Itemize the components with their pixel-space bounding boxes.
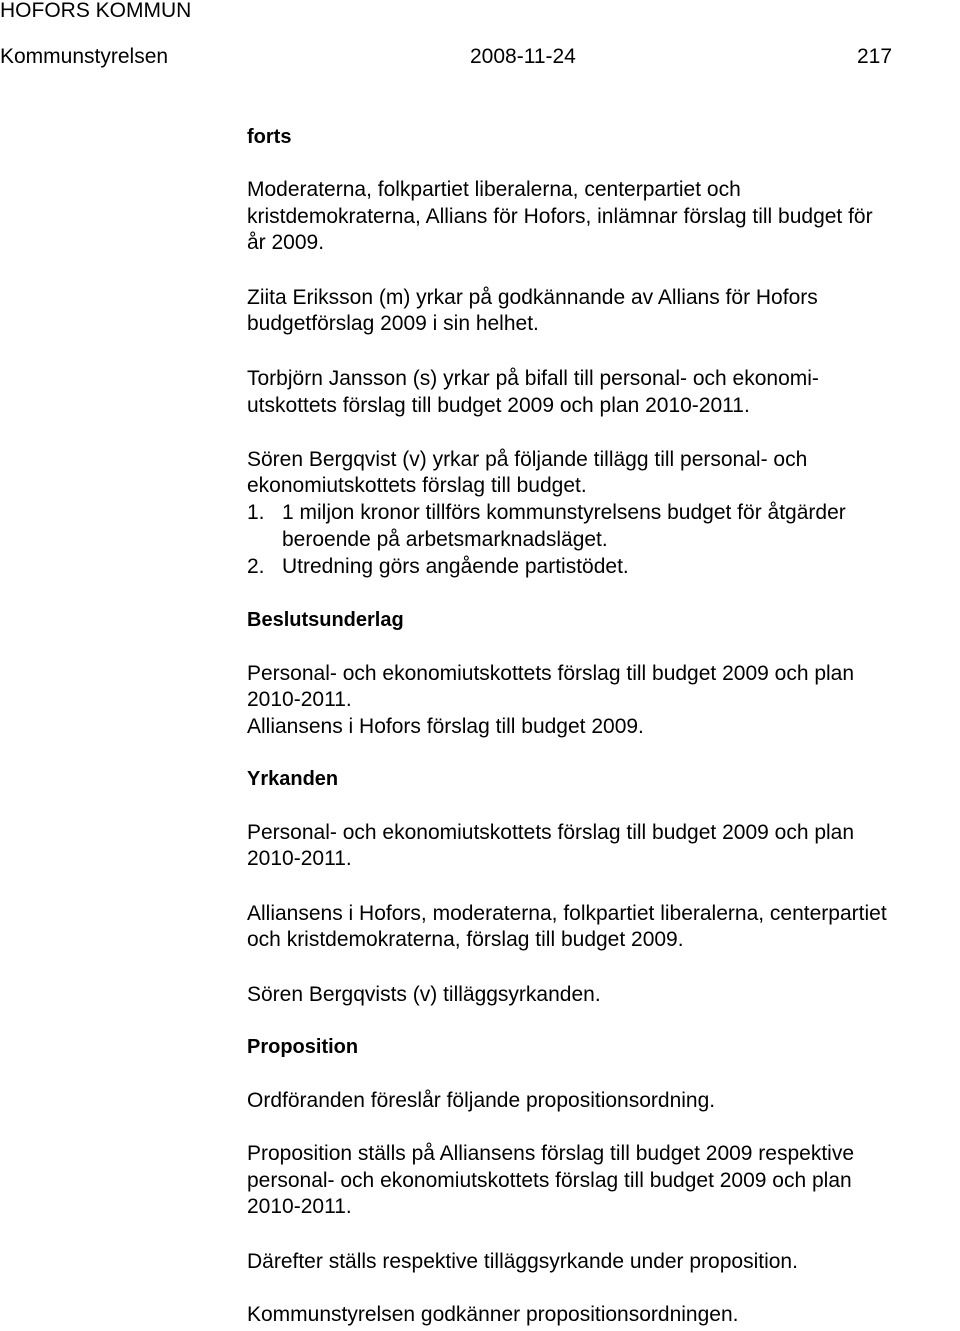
soren-line: Sören Bergqvist (v) yrkar på följande tillägg till personal- och xyxy=(247,448,808,471)
list-item-line: Utredning görs angående partistödet. xyxy=(282,555,629,578)
meeting-body: Kommunstyrelsen xyxy=(0,45,169,68)
municipality-name: HOFORS KOMMUN xyxy=(0,0,192,22)
proposition-heading: Proposition xyxy=(247,1036,359,1058)
yrkanden-heading: Yrkanden xyxy=(247,768,339,790)
soren-line: ekonomiutskottets förslag till budget. xyxy=(247,474,587,497)
list-item-number: 1. xyxy=(247,501,265,524)
proposition-line: 2010-2011. xyxy=(247,1195,352,1218)
torbjorn-line: utskottets förslag till budget 2009 och plan 2010-2011. xyxy=(247,394,750,417)
yrkanden-line: Sören Bergqvists (v) tilläggsyrkanden. xyxy=(247,983,601,1006)
intro-line: år 2009. xyxy=(247,231,325,254)
yrkanden-line: Alliansens i Hofors, moderaterna, folkpartiet liberalerna, centerpartiet xyxy=(247,902,887,925)
proposition-line: Kommunstyrelsen godkänner propositionsordningen. xyxy=(247,1303,739,1326)
list-item-line: beroende på arbetsmarknadsläget. xyxy=(282,528,608,551)
yrkanden-line: 2010-2011. xyxy=(247,847,352,870)
ziita-line: Ziita Eriksson (m) yrkar på godkännande av Allians för Hofors xyxy=(247,286,818,309)
proposition-line: personal- och ekonomiutskottets förslag till budget 2009 och plan xyxy=(247,1169,852,1192)
list-item-number: 2. xyxy=(247,555,265,578)
proposition-line: Därefter ställs respektive tilläggsyrkande under proposition. xyxy=(247,1250,798,1273)
proposition-line: Ordföranden föreslår följande propositionsordning. xyxy=(247,1089,716,1112)
beslutsunderlag-heading: Beslutsunderlag xyxy=(247,609,404,631)
beslutsunderlag-line: Alliansens i Hofors förslag till budget 2009. xyxy=(247,715,644,738)
torbjorn-line: Torbjörn Jansson (s) yrkar på bifall till personal- och ekonomi- xyxy=(247,367,819,390)
meeting-date: 2008-11-24 xyxy=(470,45,576,68)
beslutsunderlag-line: Personal- och ekonomiutskottets förslag till budget 2009 och plan xyxy=(247,662,855,685)
yrkanden-line: och kristdemokraterna, förslag till budget 2009. xyxy=(247,928,684,951)
list-item-line: 1 miljon kronor tillförs kommunstyrelsens budget för åtgärder xyxy=(282,501,846,524)
beslutsunderlag-line: 2010-2011. xyxy=(247,688,352,711)
page-number: 217 xyxy=(857,45,893,68)
intro-line: Moderaterna, folkpartiet liberalerna, centerpartiet och xyxy=(247,178,741,201)
intro-line: kristdemokraterna, Allians för Hofors, inlämnar förslag till budget för xyxy=(247,205,873,228)
yrkanden-line: Personal- och ekonomiutskottets förslag till budget 2009 och plan xyxy=(247,821,855,844)
proposition-line: Proposition ställs på Alliansens förslag till budget 2009 respektive xyxy=(247,1142,855,1165)
forts-heading: forts xyxy=(247,126,292,148)
ziita-line: budgetförslag 2009 i sin helhet. xyxy=(247,312,539,335)
